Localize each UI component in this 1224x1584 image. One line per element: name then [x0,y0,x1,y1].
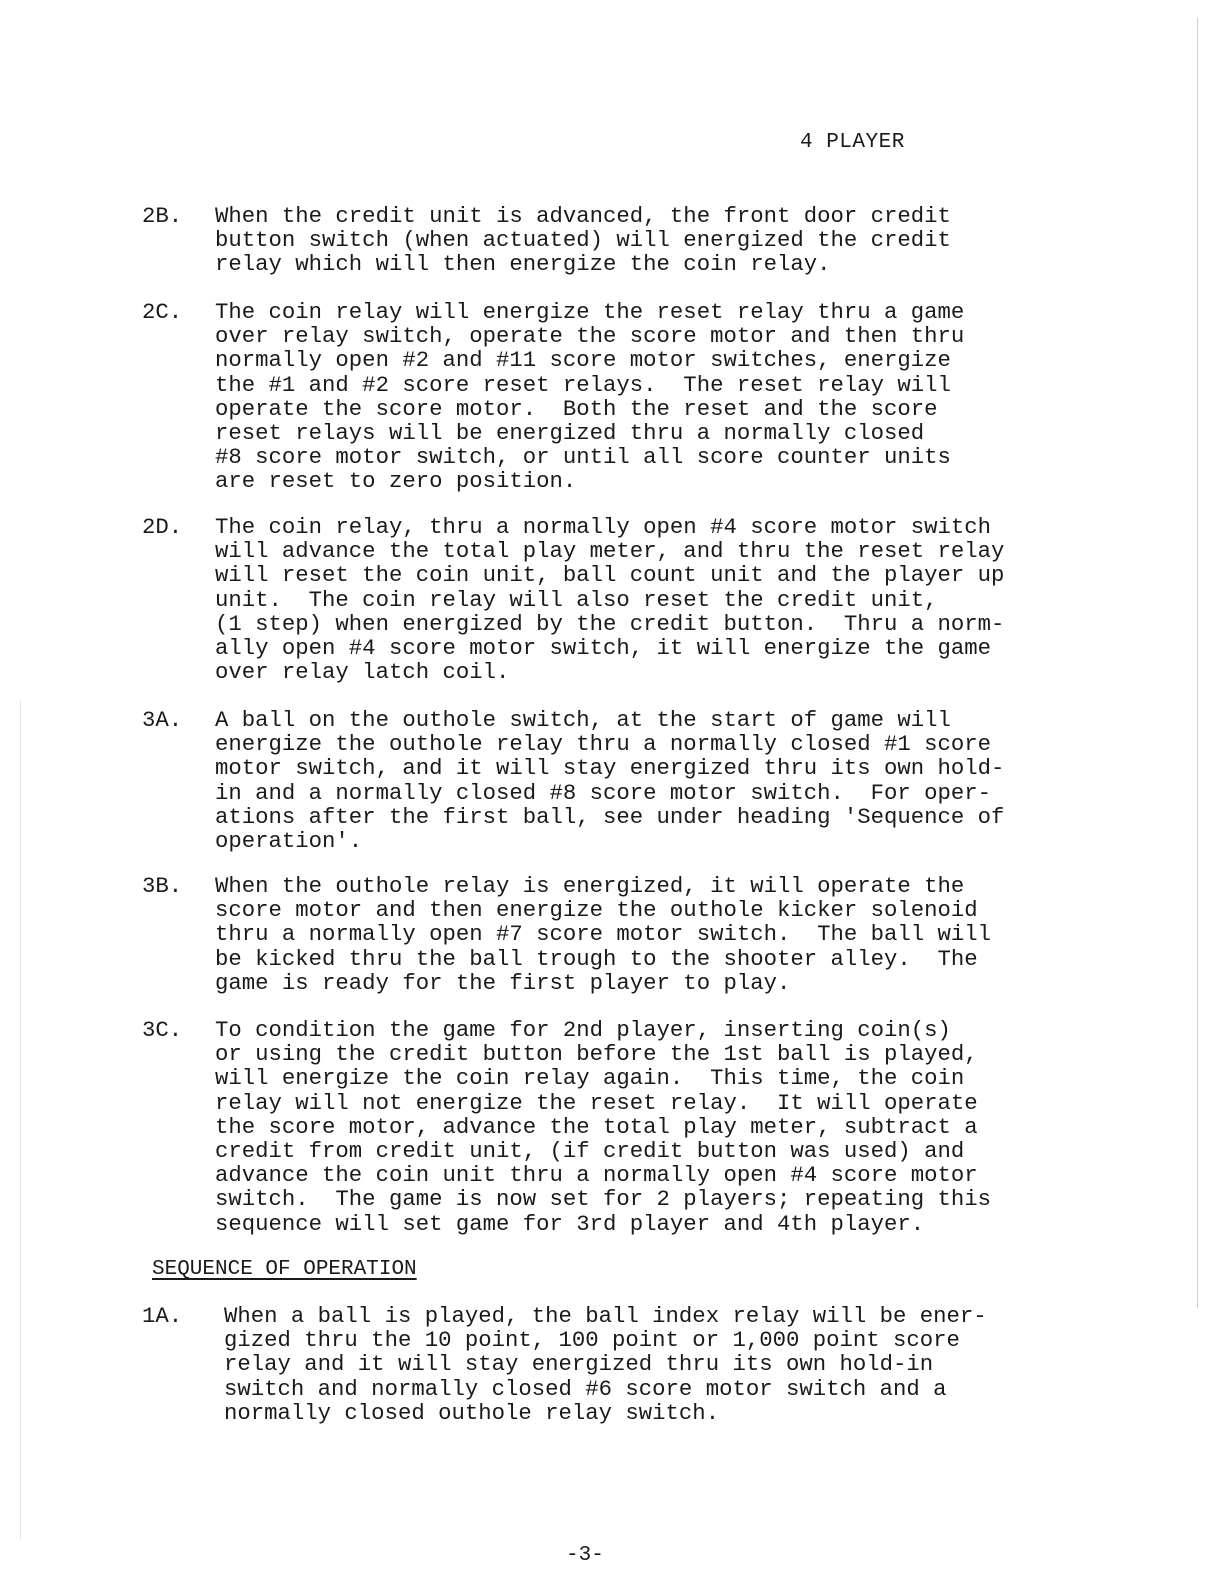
text-line: credit from credit unit, (if credit button was used) and [215,1138,965,1165]
text-line: thru a normally open #7 score motor switch. The ball will [215,921,992,948]
text-line: To condition the game for 2nd player, inserting coin(s) [215,1017,951,1043]
text-line: normally open #2 and #11 score motor switches, energize [215,347,951,374]
text-line: When a ball is played, the ball index relay will be ener- [224,1303,987,1329]
scan-edge-line-left [20,700,21,1540]
text-line: ations after the first ball, see under heading 'Sequence of [215,803,1005,830]
text-line: advance the coin unit thru a normally open #4 score motor [215,1162,978,1189]
paragraph-body [215,300,1075,494]
paragraph-body [215,515,1075,684]
paragraph-body [215,708,1075,853]
paragraph-number: 3B. [142,873,183,899]
text-line: the #1 and #2 score reset relays. The reset relay will [215,371,951,398]
page-number: -3- [566,1544,604,1567]
text-line: The coin relay will energize the reset relay thru a game [215,299,965,325]
scan-edge-line [1197,18,1198,1308]
text-line: operate the score motor. Both the reset and the score [215,395,938,422]
text-line: The coin relay, thru a normally open #4 score motor switch [215,514,992,540]
text-line: score motor and then energize the outhole kicker solenoid [215,897,978,924]
text-line: relay which will then energize the coin relay. [215,251,831,278]
text-line: gized thru the 10 point, 100 point or 1,000 point score [224,1327,960,1354]
text-line: game is ready for the first player to play. [215,969,791,996]
paragraph-body [224,1304,1084,1425]
text-line: button switch (when actuated) will energized the credit [215,227,951,254]
text-line: reset relays will be energized thru a normally closed [215,420,925,447]
text-line: or using the credit button before the 1st ball is played, [215,1041,978,1068]
text-line: unit. The coin relay will also reset the credit unit, [215,586,938,613]
paragraph-body [215,204,1075,277]
text-line: energize the outhole relay thru a normally closed #1 score [215,731,992,758]
text-line: ally open #4 score motor switch, it will energize the game [215,635,992,662]
text-line: will energize the coin relay again. This time, the coin [215,1065,965,1092]
text-line: will reset the coin unit, ball count unit and the player up [215,562,1005,589]
text-line: switch. The game is now set for 2 players; repeating this [215,1186,992,1213]
paragraph-body [215,1018,1075,1236]
section-heading: SEQUENCE OF OPERATION [152,1258,417,1281]
text-line: motor switch, and it will stay energized thru its own hold- [215,755,1005,782]
text-line: will advance the total play meter, and thru the reset relay [215,538,1005,565]
text-line: be kicked thru the ball trough to the shooter alley. The [215,945,978,972]
text-line: in and a normally closed #8 score motor switch. For oper- [215,779,992,806]
text-line: switch and normally closed #6 score motor switch and a [224,1375,947,1402]
paragraph-number: 2D. [142,514,183,540]
text-line: When the outhole relay is energized, it will operate the [215,873,965,899]
page-header: 4 PLAYER [800,131,905,154]
text-line: (1 step) when energized by the credit button. Thru a norm- [215,610,1005,637]
text-line: relay and it will stay energized thru its own hold-in [224,1351,934,1378]
text-line: over relay switch, operate the score motor and then thru [215,323,965,350]
paragraph-number: 1A. [142,1303,183,1329]
text-line: normally closed outhole relay switch. [224,1399,720,1426]
text-line: operation'. [215,828,363,855]
text-line: #8 score motor switch, or until all score counter units [215,444,951,471]
text-line: relay will not energize the reset relay. It will operate [215,1089,978,1116]
text-line: the score motor, advance the total play meter, subtract a [215,1113,978,1140]
paragraph-body [215,874,1075,995]
paragraph-number: 3A. [142,707,183,733]
text-line: sequence will set game for 3rd player and 4th player. [215,1210,925,1237]
text-line: over relay latch coil. [215,659,510,686]
paragraph-number: 2B. [142,203,183,229]
text-line: When the credit unit is advanced, the front door credit [215,203,951,229]
text-line: are reset to zero position. [215,468,577,495]
paragraph-number: 2C. [142,299,183,325]
text-line: A ball on the outhole switch, at the start of game will [215,707,951,733]
paragraph-number: 3C. [142,1017,183,1043]
